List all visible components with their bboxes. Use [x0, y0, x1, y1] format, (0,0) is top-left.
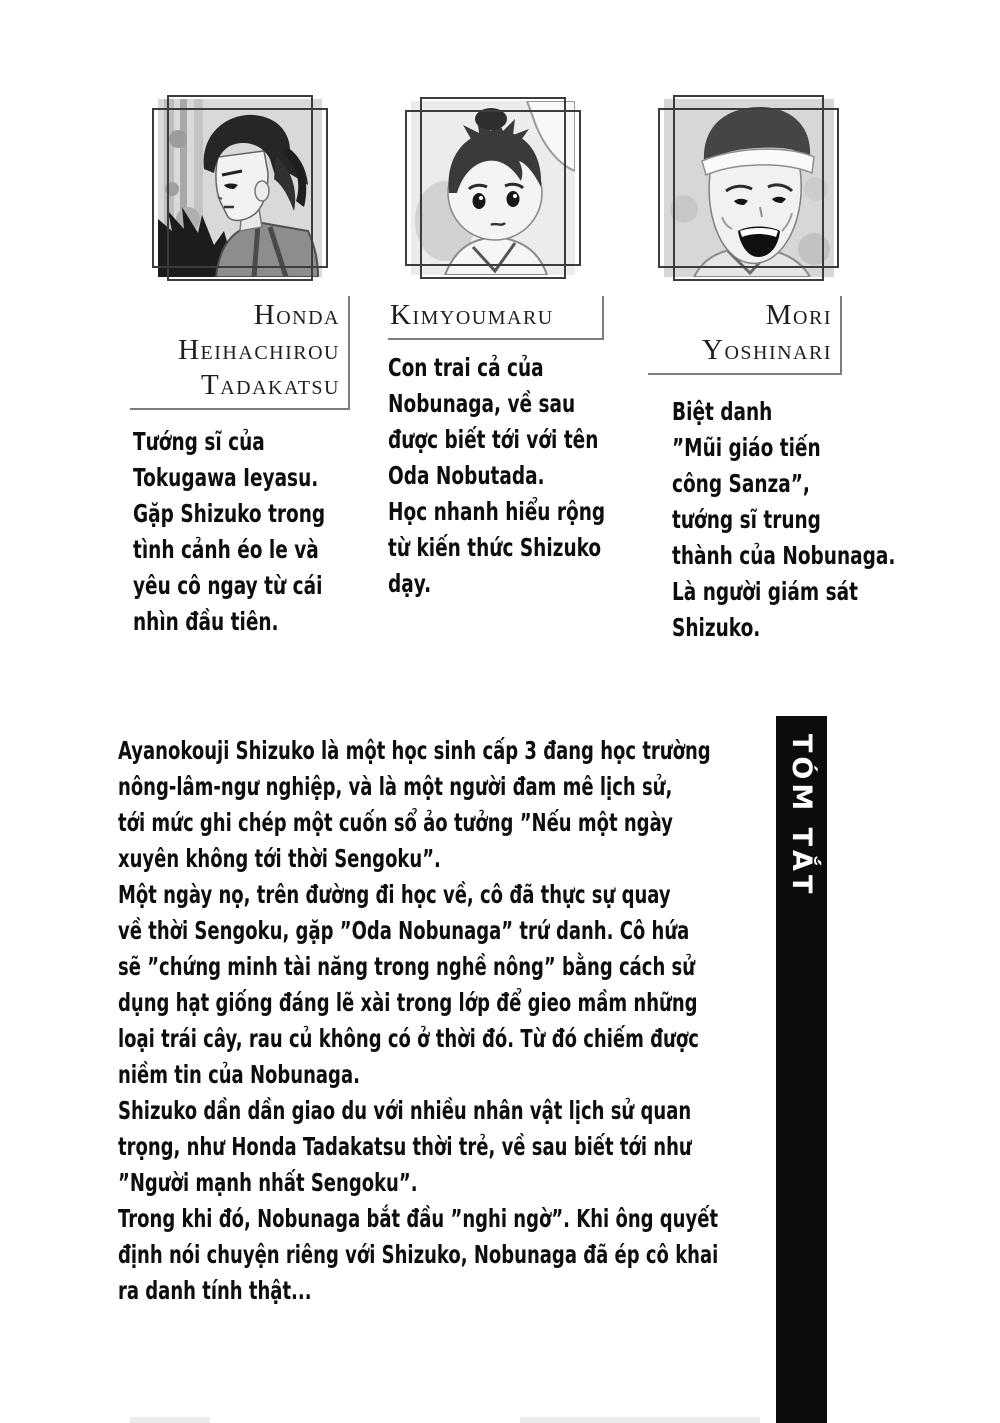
desc-line: công Sanza”, — [672, 469, 810, 498]
summary-line: tới mức ghi chép một cuốn sổ ảo tưởng ”Nếu một ngày — [118, 808, 673, 837]
print-bleed — [130, 1417, 210, 1423]
desc-line: Tokugawa Ieyasu. — [133, 463, 319, 492]
portrait-mori-yoshinari — [658, 95, 839, 281]
name-line: Tadakatsu — [201, 369, 340, 401]
desc-line: Con trai cả của — [388, 353, 544, 382]
character-name-honda — [130, 296, 350, 410]
summary-line: ”Người mạnh nhất Sengoku”. — [118, 1168, 418, 1197]
summary-line: Ayanokouji Shizuko là một học sinh cấp 3 đang học trường — [118, 736, 711, 765]
summary-line: nông-lâm-ngư nghiệp, và là một người đam mê lịch sử, — [118, 772, 673, 801]
desc-line: Là người giám sát — [672, 577, 858, 606]
name-line: Kimyoumaru — [390, 299, 554, 331]
desc-line: Gặp Shizuko trong — [133, 499, 326, 528]
summary-spine-bar — [776, 716, 827, 1423]
desc-line: Biệt danh — [672, 397, 773, 426]
summary-line: Trong khi đó, Nobunaga bắt đầu ”nghi ngờ”. Khi ông quyết — [118, 1204, 719, 1233]
portrait-kimyoumaru — [405, 97, 581, 279]
portrait-frame-outer — [658, 108, 839, 268]
name-line: Honda — [253, 299, 340, 331]
summary-line: Shizuko dần dần giao du với nhiều nhân vật lịch sử quan — [118, 1096, 692, 1125]
name-line: Mori — [765, 299, 832, 331]
character-description-honda — [133, 424, 393, 640]
desc-line: tướng sĩ trung — [672, 505, 821, 534]
print-bleed — [520, 1417, 760, 1423]
desc-line: Nobunaga, về sau — [388, 389, 576, 418]
desc-line: Oda Nobutada. — [388, 461, 545, 490]
summary-line: ra danh tính thật... — [118, 1276, 312, 1305]
summary-line: loại trái cây, rau củ không có ở thời đó. Từ đó chiếm được — [118, 1024, 699, 1053]
summary-line: sẽ ”chứng minh tài năng trong nghề nông” bằng cách sử — [118, 952, 696, 981]
desc-line: Shizuko. — [672, 613, 761, 642]
summary-line: dụng hạt giống đáng lẽ xài trong lớp để gieo mầm những — [118, 988, 698, 1017]
name-line: Yoshinari — [702, 334, 832, 366]
desc-line: dạy. — [388, 569, 432, 598]
character-description-kimyoumaru — [388, 350, 681, 602]
desc-line: được biết tới với tên — [388, 425, 599, 454]
summary-line: định nói chuyện riêng với Shizuko, Nobunaga đã ép cô khai — [118, 1240, 719, 1269]
character-description-mori — [672, 394, 974, 646]
desc-line: ”Mũi giáo tiến — [672, 433, 821, 462]
portrait-frame-outer — [152, 108, 328, 268]
desc-line: Tướng sĩ của — [133, 427, 265, 456]
portrait-honda-heihachirou-tadakatsu — [152, 95, 328, 281]
desc-line: từ kiến thức Shizuko — [388, 533, 602, 562]
portrait-frame-outer — [405, 110, 581, 266]
desc-line: yêu cô ngay từ cái — [133, 571, 323, 600]
desc-line: tình cảnh éo le và — [133, 535, 319, 564]
desc-line: thành của Nobunaga. — [672, 541, 896, 570]
character-name-kimyoumaru — [388, 296, 604, 340]
summary-line: trọng, như Honda Tadakatsu thời trẻ, về sau biết tới như — [118, 1132, 692, 1161]
summary-line: về thời Sengoku, gặp ”Oda Nobunaga” trứ danh. Cô hứa — [118, 916, 690, 945]
desc-line: Học nhanh hiểu rộng — [388, 497, 606, 526]
summary-line: xuyên không tới thời Sengoku”. — [118, 844, 441, 873]
summary-spine-label: TÓM TẮT — [786, 734, 817, 898]
name-line: Heihachirou — [178, 334, 340, 366]
summary-line: Một ngày nọ, trên đường đi học về, cô đã thực sự quay — [118, 880, 671, 909]
desc-line: nhìn đầu tiên. — [133, 607, 279, 636]
summary-line: niềm tin của Nobunaga. — [118, 1060, 360, 1089]
